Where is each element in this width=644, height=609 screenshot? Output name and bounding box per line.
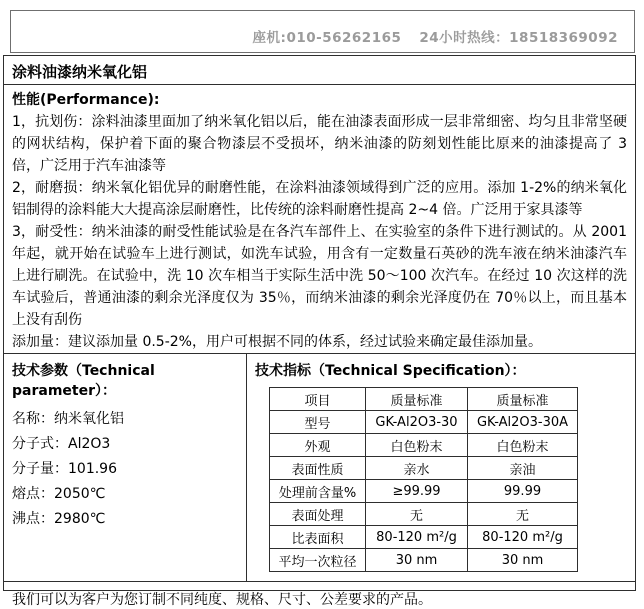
performance-paragraph-dosage: 添加量：建议添加量 0.5-2%，用户可根据不同的体系，经过试验来确定最佳添加量。 (12, 334, 542, 350)
contact-header (10, 10, 635, 53)
table-header-cell: 项目 (270, 388, 366, 411)
table-cell: 30 nm (468, 549, 578, 572)
table-header-row (270, 388, 578, 411)
custom-order-note: 我们可以为客户为您订制不同纯度、规格、尺寸、公差要求的产品。 (4, 581, 635, 609)
performance-paragraph-1: 1，抗划伤：涂料油漆里面加了纳米氧化铝以后，能在油漆表面形成一层非常细密、均匀且非常坚硬的网状结构，保护着下面的聚合物漆层不受损坏，纳米油漆的防刻划性能比原来的油漆提高了 3 倍，广泛用于汽车油漆等 (12, 114, 627, 174)
product-sheet (3, 55, 636, 608)
parameter-melting-point: 熔点：2050℃ (12, 486, 106, 502)
table-row-purity (270, 480, 578, 503)
table-cell: 30 nm (366, 549, 468, 572)
table-row-surface-treatment (270, 503, 578, 526)
technical-parameter-heading: 技术参数（Technical parameter）： (12, 363, 155, 399)
table-cell: 99.99 (468, 480, 578, 503)
table-cell: 比表面积 (270, 526, 366, 549)
table-cell: 亲水 (366, 457, 468, 480)
technical-specification-panel (247, 354, 635, 581)
table-row-specific-surface-area (270, 526, 578, 549)
table-cell: 型号 (270, 411, 366, 434)
technical-specification-heading: 技术指标（Technical Specification）： (255, 363, 526, 379)
parameter-molecular-weight: 分子量：101.96 (12, 461, 117, 477)
table-cell: 80-120 m²/g (366, 526, 468, 549)
parameter-name: 名称：纳米氧化铝 (12, 411, 124, 427)
table-cell: 平均一次粒径 (270, 549, 366, 572)
table-cell: 白色粉末 (468, 434, 578, 457)
landline-number: 座机:010-56262165 (252, 29, 402, 46)
technical-parameter-panel (4, 354, 247, 581)
details-section (4, 353, 635, 581)
parameter-boiling-point: 沸点：2980℃ (12, 511, 106, 527)
table-row-appearance (270, 434, 578, 457)
table-header-cell: 质量标准 (468, 388, 578, 411)
performance-heading: 性能(Performance): (12, 92, 160, 108)
specification-table (269, 387, 578, 572)
table-row-average-particle-size (270, 549, 578, 572)
performance-paragraph-2: 2，耐磨损：纳米氧化铝优异的耐磨性能，在涂料油漆领域得到广泛的应用。添加 1-2%的纳米氧化铝制得的涂料能大大提高涂层耐磨性，比传统的涂料耐磨性提高 2~4 倍。广泛用于家具漆等 (12, 180, 627, 218)
table-cell: 无 (468, 503, 578, 526)
performance-paragraph-3: 3，耐受性：纳米油漆的耐受性能试验是在各汽车部件上、在实验室的条件下进行测试的。从 2001 年起，就开始在试验车上进行测试，如洗车试验，用含有一定数量石英砂的洗车液在纳米油漆汽车上进行刷洗。在试验中，洗 10 次车相当于实际生活中洗 50～100 次汽车。在经过 10 次这样的洗车试验后，普通油漆的剩余光泽度仅为 35％，而纳米油漆的剩余光泽度仍在 70％以上，而且基本上没有刮伤 (12, 224, 627, 328)
table-cell: 表面性质 (270, 457, 366, 480)
table-cell: 处理前含量% (270, 480, 366, 503)
table-cell: ≥99.99 (366, 480, 468, 503)
parameter-formula: 分子式：Al2O3 (12, 436, 111, 452)
table-cell: 外观 (270, 434, 366, 457)
table-cell: GK-Al2O3-30A (468, 411, 578, 434)
table-cell: 无 (366, 503, 468, 526)
table-cell: 亲油 (468, 457, 578, 480)
hotline-number: 24小时热线：18518369092 (419, 29, 618, 46)
table-row-model (270, 411, 578, 434)
table-row-surface-property (270, 457, 578, 480)
table-cell: GK-Al2O3-30 (366, 411, 468, 434)
table-cell: 表面处理 (270, 503, 366, 526)
table-cell: 白色粉末 (366, 434, 468, 457)
table-header-cell: 质量标准 (366, 388, 468, 411)
performance-section (4, 85, 635, 353)
page-title: 涂料油漆纳米氧化铝 (4, 56, 635, 85)
table-cell: 80-120 m²/g (468, 526, 578, 549)
